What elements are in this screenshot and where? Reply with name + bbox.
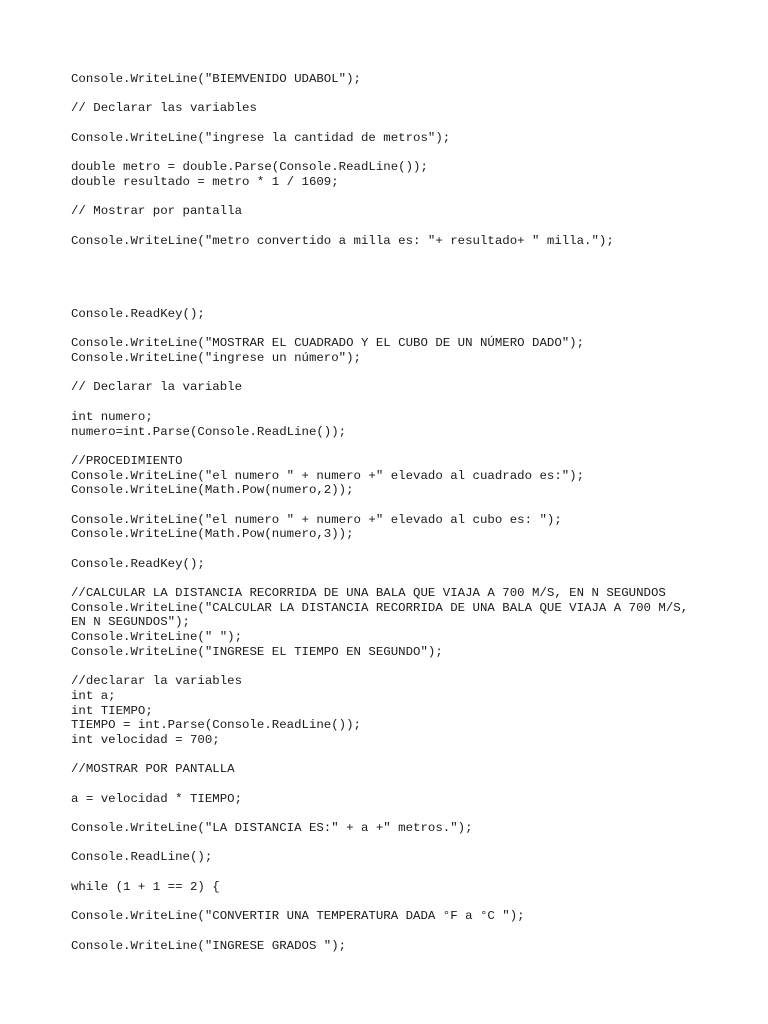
code-line: Console.ReadKey(); [71,307,205,321]
code-line: a = velocidad * TIEMPO; [71,791,243,806]
code-line [71,145,731,160]
code-line: Console.WriteLine("el numero " + numero +" elevado al cuadrado es:"); [71,468,585,483]
code-line [71,660,731,675]
code-line: Console.WriteLine("INGRESE EL TIEMPO EN SEGUNDO"); [71,644,443,659]
code-line: Console.WriteLine("ingrese la cantidad de metros"); [71,130,451,145]
code-line [71,836,731,851]
code-line: Console.ReadLine(); [71,850,213,865]
code-line: TIEMPO = int.Parse(Console.ReadLine()); [71,718,361,733]
code-line: while (1 + 1 == 2) { [71,879,220,894]
code-line: Console.WriteLine("CONVERTIR UNA TEMPERATURA DADA °F a °C "); [71,909,525,924]
code-line [71,748,731,763]
code-line [71,219,731,234]
code-line [71,924,731,939]
code-line: Console.WriteLine(Math.Pow(numero,2)); [71,483,354,498]
code-line: numero=int.Parse(Console.ReadLine()); [71,424,347,439]
code-line [71,395,731,410]
code-line: // Mostrar por pantalla [71,204,243,219]
code-document [71,72,731,953]
code-line [71,366,731,381]
code-line [71,777,731,792]
code-line: int velocidad = 700; [71,732,220,747]
code-line: Console.WriteLine(" "); [71,630,243,645]
code-line [71,498,731,513]
code-line [71,806,731,821]
code-line: Console.WriteLine("LA DISTANCIA ES:" + a +" metros."); [71,821,473,836]
code-line [71,263,731,278]
code-line [71,439,731,454]
code-line [71,278,731,293]
code-line: double metro = double.Parse(Console.ReadLine()); [71,160,428,175]
code-line [71,895,731,910]
code-line [71,190,731,205]
code-line: Console.ReadKey(); [71,556,205,571]
code-line: Console.WriteLine("BIEMVENIDO UDABOL"); [71,72,361,86]
code-line: Console.WriteLine(Math.Pow(numero,3)); [71,527,354,542]
code-line: EN N SEGUNDOS"); [71,615,190,630]
code-line: double resultado = metro * 1 / 1609; [71,174,339,189]
code-line [71,248,731,263]
code-line: //PROCEDIMIENTO [71,453,183,468]
code-line: int TIEMPO; [71,703,153,718]
code-line [71,87,731,102]
code-line [71,292,731,307]
code-line [71,116,731,131]
code-line: Console.WriteLine("metro convertido a milla es: "+ resultado+ " milla."); [71,233,614,248]
code-line: Console.WriteLine("INGRESE GRADOS "); [71,938,347,953]
code-line: //CALCULAR LA DISTANCIA RECORRIDA DE UNA BALA QUE VIAJA A 700 M/S, EN N SEGUNDOS [71,586,666,601]
code-line: int a; [71,688,116,703]
code-line: // Declarar las variables [71,101,257,116]
code-line [71,542,731,557]
code-line [71,865,731,880]
code-line: // Declarar la variable [71,380,243,395]
code-line [71,571,731,586]
code-line [71,322,731,337]
code-line: int numero; [71,409,153,424]
code-line: //declarar la variables [71,674,243,689]
code-line: //MOSTRAR POR PANTALLA [71,762,235,777]
code-line: Console.WriteLine("ingrese un número"); [71,351,361,366]
code-line: Console.WriteLine("MOSTRAR EL CUADRADO Y EL CUBO DE UN NÚMERO DADO"); [71,336,585,351]
code-line: Console.WriteLine("CALCULAR LA DISTANCIA RECORRIDA DE UNA BALA QUE VIAJA A 700 M/S, [71,600,689,615]
code-line: Console.WriteLine("el numero " + numero +" elevado al cubo es: "); [71,512,562,527]
